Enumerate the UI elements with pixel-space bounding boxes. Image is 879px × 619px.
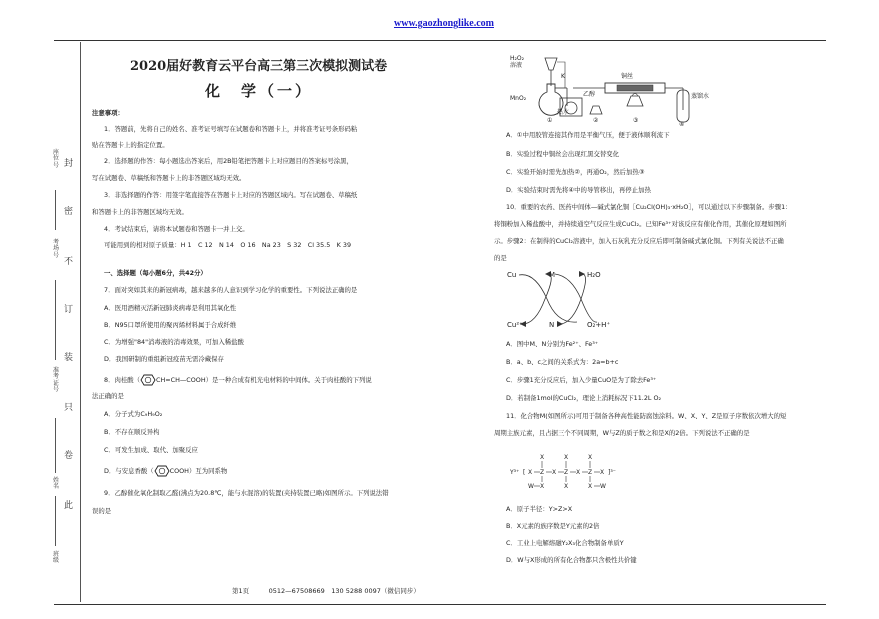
exam-room-line (55, 280, 56, 360)
binding-word: 封 (64, 159, 74, 169)
structure-label: X (564, 454, 569, 461)
section-heading: 一、选择题（每小题6分，共42分） (104, 269, 207, 277)
structure-label: Z (540, 469, 545, 476)
binding-word: 密 (64, 207, 74, 217)
q11-option-b: B．X元素的族序数是Y元素的2倍 (506, 522, 600, 530)
structure-label: X (588, 454, 593, 461)
apparatus-label: 铜丝 (621, 73, 634, 80)
apparatus-label: 蒸馏水 (691, 93, 710, 100)
q9-option-d: D．实验结束时需先将④中的导管移出，再停止加热 (506, 186, 651, 194)
class-label: 班级 (53, 551, 60, 565)
structure-label: Z (588, 469, 593, 476)
q11-option-a: A．原子半径：Y>Z>X (506, 505, 573, 513)
binding-word: 此 (64, 501, 74, 511)
q8-option-d: D．与安息香酸（ COOH）互为同系物 (104, 467, 228, 475)
binding-word: 只 (64, 403, 74, 413)
q10-stem: 10．重要的农药、医药中间体—碱式氯化铜［Cu₂Cl(OH)₃·xH₂O］，可以通过以下步骤制备。步骤1： (506, 203, 792, 211)
apparatus-label: ③ (633, 117, 639, 124)
q10-stem: 示。步骤2：在制得的CuCl₂溶液中，加入石灰乳充分反应后即可制备碱式氯化铜。下列有关说法不正确 (494, 237, 784, 245)
q7-option-c: C．为增强"84"消毒液的消毒效果，可加入稀盐酸 (104, 338, 244, 346)
exam-room-label: 考场号 (53, 239, 60, 259)
cycle-label: Cu²⁺ (507, 321, 523, 329)
q10-stem: 将铜粉加入稀盐酸中，并持续通空气反应生成CuCl₂。已知Fe³⁺对该反应有催化作用，其催化原理如图所 (494, 220, 787, 228)
apparatus-label: ① (547, 117, 553, 124)
q10-option-b: B．a、b、c之间的关系式为：2a=b+c (506, 358, 619, 366)
q11-option-d: D．W与X形成的所有化合物都只含极性共价键 (506, 556, 637, 564)
q11-option-c: C．工业上电解熔融Y₂X₃化合物制备单质Y (506, 539, 624, 547)
apparatus-label: ② (593, 117, 599, 124)
q9-stem: 9．乙醇催化氧化制取乙醛(沸点为20.8℃，能与水混溶)的装置(夹持装置已略)如图所示。下列说法错 (104, 489, 389, 497)
compound-structure-diagram (510, 452, 635, 492)
q10-option-d: D．若制备1mol的CuCl₂，理论上消耗标况下11.2L O₂ (506, 394, 662, 402)
name-line (55, 496, 56, 546)
structure-label: X (540, 483, 545, 490)
apparatus-label: 热水 (557, 109, 570, 116)
cycle-label: H₂O (587, 271, 601, 279)
name-label: 姓名 (53, 477, 60, 491)
structure-label: [ (523, 469, 526, 476)
top-rule (54, 40, 826, 41)
notice-heading: 注意事项： (92, 109, 124, 117)
binding-word: 装 (64, 353, 74, 363)
apparatus-label: K (561, 73, 565, 80)
structure-label: X (576, 469, 581, 476)
q11-stem: 周期主族元素，且占据三个不同周期，W与Z的质子数之和是X的2倍。下列说法不正确的是 (494, 429, 750, 437)
structure-label: W (600, 483, 606, 490)
benzene-ring-icon (140, 374, 156, 386)
structure-label: X (564, 483, 569, 490)
q7-option-b: B．N95口罩所使用的聚丙烯材料属于合成纤维 (104, 321, 237, 329)
q8-option-c: C．可发生加成、取代、加聚反应 (104, 446, 198, 454)
notice-line: 贴在答题卡上的指定位置。 (92, 141, 169, 149)
q9-option-c: C．实验开始时需先加热②，再通O₂，然后加热③ (506, 168, 645, 176)
ticket-number-label: 准考证号 (53, 367, 60, 393)
structure-label: W (528, 483, 534, 490)
structure-label: X (528, 469, 533, 476)
q9-option-b: B．实验过程中铜丝会出现红黑交替变化 (506, 150, 620, 158)
notice-line: 2．选择题的作答：每小题选出答案后，用2B铅笔把答题卡上对应题目的答案标号涂黑， (104, 157, 353, 165)
seat-number-label: 座位号 (53, 149, 60, 169)
q9-option-a: A．①中用胶管连接其作用是平衡气压，便于液体顺利流下 (506, 131, 670, 139)
q10-option-a: A．图中M、N分别为Fe²⁺、Fe³⁺ (506, 340, 599, 348)
apparatus-label: 溶液 (510, 62, 523, 69)
atomic-mass-line: 可能用到的相对原子质量：H 1 C 12 N 14 O 16 Na 23 S 32 Cl 35.5 K 39 (104, 241, 352, 249)
apparatus-label: 乙醇 (583, 91, 596, 98)
notice-line: 4．考试结束后，请将本试题卷和答题卡一并上交。 (104, 225, 249, 233)
catalytic-cycle-diagram (505, 266, 630, 334)
cycle-label: O₂+H⁺ (587, 321, 611, 329)
q8-stem: 8．肉桂酸（ CH=CH—COOH）是一种合成有机光电材料的中间体。关于肉桂酸的下列说 (104, 376, 372, 384)
apparatus-label: H₂O₂ (510, 55, 525, 62)
q8-option-b: B．不存在顺反异构 (104, 428, 160, 436)
cycle-label: N (549, 321, 555, 329)
q10-stem: 的是 (494, 254, 507, 262)
exam-subject: 化 学（一） (205, 82, 314, 100)
site-link[interactable]: www.gaozhonglike.com (394, 18, 494, 29)
exam-title: 2020届好教育云平台高三第三次模拟测试卷 (130, 59, 388, 74)
q8-option-a: A．分子式为C₉H₉O₂ (104, 410, 163, 418)
structure-label: X (552, 469, 557, 476)
notice-line: 写在试题卷、草稿纸和答题卡上的非答题区域均无效。 (92, 174, 246, 182)
q10-option-c: C．步骤1充分反应后，加入少量CuO是为了除去Fe³⁺ (506, 376, 657, 384)
structure-label: X (600, 469, 605, 476)
binding-word: 订 (64, 305, 74, 315)
ticket-number-line (55, 418, 56, 473)
cycle-label: Cu (507, 271, 517, 279)
notice-line: 1．答题前，先将自己的姓名、准考证号填写在试题卷和答题卡上，并将准考证号条形码粘 (104, 125, 358, 133)
q7-stem: 7．面对突如其来的新冠病毒，越来越多的人意识到学习化学的重要性。下列说法正确的是 (104, 286, 358, 294)
cycle-label: M (549, 271, 556, 279)
benzene-ring-icon (154, 465, 170, 477)
q8-stem-cont: 法正确的是 (92, 392, 124, 400)
notice-line: 和答题卡上的非答题区域均无效。 (92, 208, 188, 216)
structure-label: Z (564, 469, 569, 476)
seat-number-line (55, 190, 56, 230)
binding-word: 卷 (64, 451, 74, 461)
structure-label: X (588, 483, 593, 490)
structure-label: Y³⁺ (510, 469, 520, 476)
binding-line (80, 42, 81, 602)
structure-label: X (540, 454, 545, 461)
apparatus-label: MnO₂ (510, 95, 527, 102)
structure-label: ]³⁻ (608, 469, 616, 476)
page-footer: 第1页 0512—67508669 130 5288 0097（微信同步） (232, 587, 420, 595)
apparatus-label: ④ (679, 121, 685, 126)
notice-line: 3．非选择题的作答：用签字笔直接答在答题卡上对应的答题区域内。写在试题卷、草稿纸 (104, 191, 358, 199)
binding-word: 不 (64, 257, 74, 267)
q9-stem-cont: 误的是 (92, 507, 112, 515)
apparatus-diagram (505, 48, 720, 126)
q7-option-a: A．医用酒精灭活新冠肺炎病毒是利用其氧化性 (104, 304, 237, 312)
q7-option-d: D．我国研制的重组新冠疫苗无需冷藏保存 (104, 355, 224, 363)
bottom-rule (54, 604, 826, 605)
q11-stem: 11．化合物M(如图所示)可用于制备各种高性能防腐蚀涂料。W、X、Y、Z是原子序数依次增大的短 (506, 412, 787, 420)
